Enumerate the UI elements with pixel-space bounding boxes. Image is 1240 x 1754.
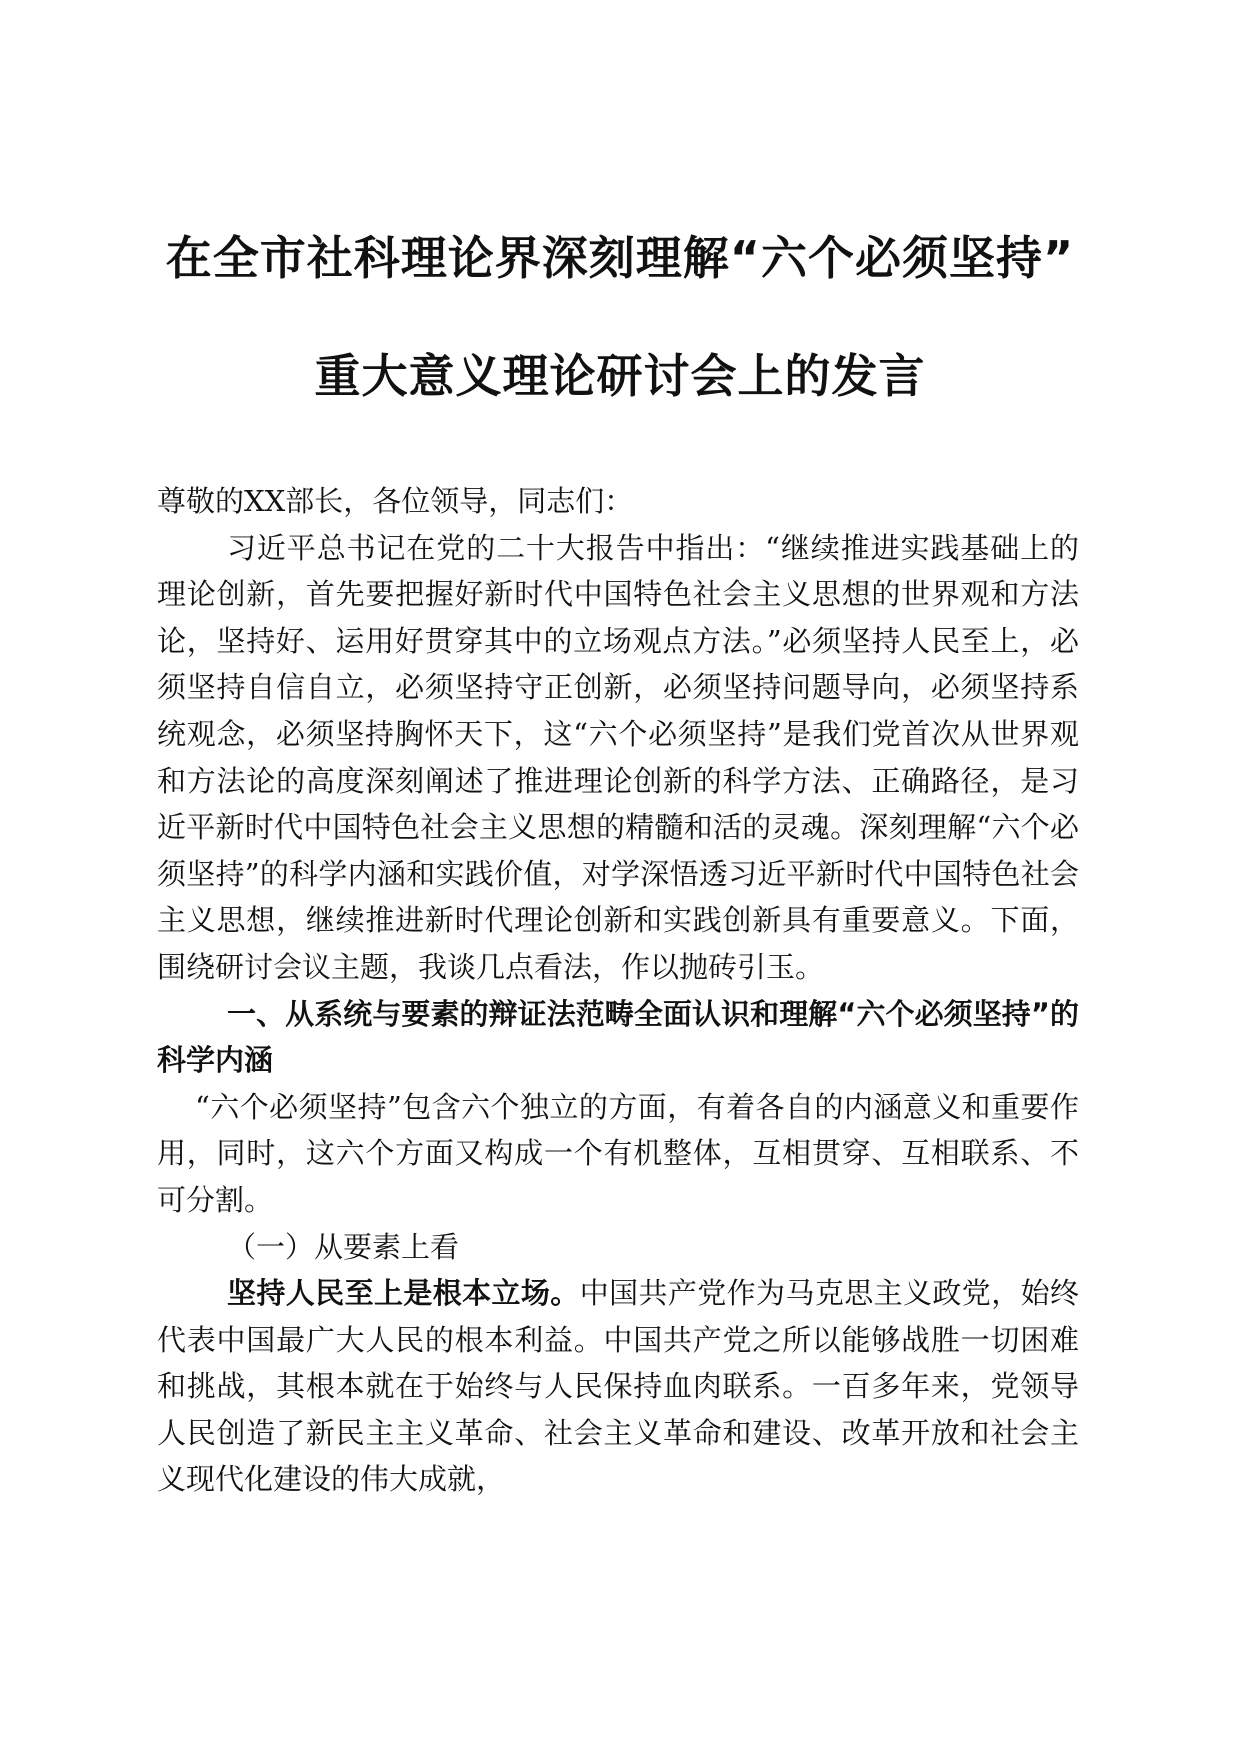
document-body (157, 478, 1079, 1503)
paragraph-people-first (157, 1270, 1079, 1503)
subsection-heading-1: （一）从要素上看 (227, 1229, 460, 1264)
section-heading-1: 一、从系统与要素的辩证法范畴全面认识和理解“六个必须坚持”的科学内涵 (157, 996, 1079, 1078)
paragraph-intro: 习近平总书记在党的二十大报告中指出：“继续推进实践基础上的理论创新，首先要把握好新时代中国特色社会主义思想的世界观和方法论，坚持好、运用好贯穿其中的立场观点方法。”必须坚持人民至上，必须坚持自信自立，必须坚持守正创新，必须坚持问题导向，必须坚持系统观念，必须坚持胸怀天下，这“六个必须坚持”是我们党首次从世界观和方法论的高度深刻阐述了推进理论创新的科学方法、正确路径，是习近平新时代中国特色社会主义思想的精髓和活的灵魂。深刻理解“六个必须坚持”的科学内涵和实践价值，对学深悟透习近平新时代中国特色社会主义思想，继续推进新时代理论创新和实践创新具有重要意义。下面，围绕研讨会议主题，我谈几点看法，作以抛砖引玉。 (157, 530, 1079, 984)
salutation: 尊敬的XX部长，各位领导，同志们： (157, 484, 634, 518)
paragraph-people-first-text: 中国共产党作为马克思主义政党，始终代表中国最广大人民的根本利益。中国共产党之所以能够战胜一切困难和挑战，其根本就在于始终与人民保持血肉联系。一百多年来，党领导人民创造了新民主主义革命、社会主义革命和建设、改革开放和社会主义现代化建设的伟大成就， (157, 1276, 1079, 1497)
paragraph-section1: “六个必须坚持”包含六个独立的方面，有着各自的内涵意义和重要作用，同时，这六个方面又构成一个有机整体，互相贯穿、互相联系、不可分割。 (157, 1089, 1079, 1217)
paragraph-lead-phrase: 坚持人民至上是根本立场。 (227, 1276, 580, 1311)
document-title-line2: 重大意义理论研讨会上的发言 (314, 349, 926, 403)
document-title-line1: 在全市社科理论界深刻理解“六个必须坚持” (165, 231, 1075, 285)
